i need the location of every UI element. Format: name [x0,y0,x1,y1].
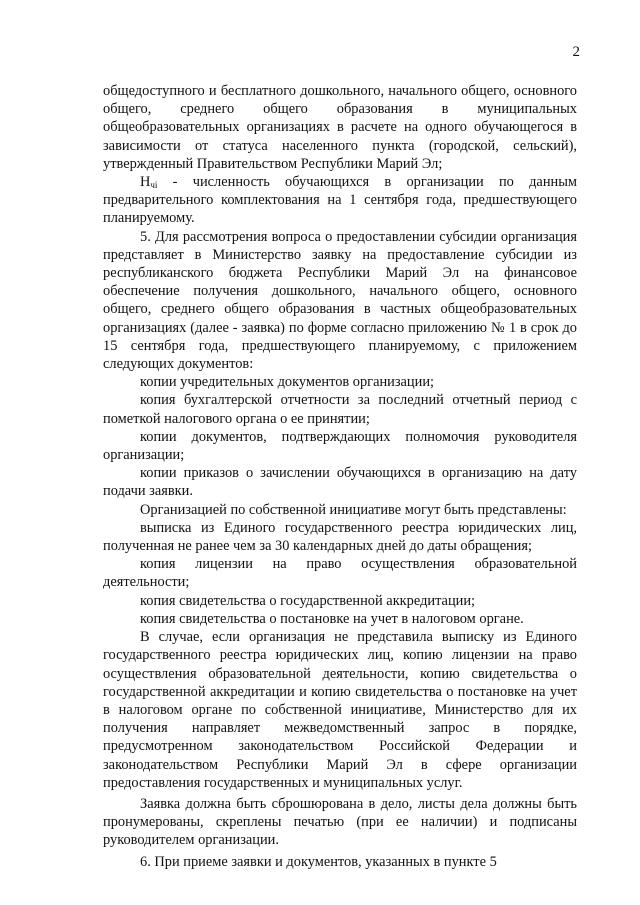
variable-description: - численность обучающихся в организации по данным предварительного комплектования на 1 сентября года, предшествующего планируемому. [103,174,577,227]
page-number: 2 [572,44,580,60]
paragraph-clause-5: 5. Для рассмотрения вопроса о предоставлении субсидии организация представляет в Министерство заявку на предоставление субсидии из республиканского бюджета Республики Марий Эл на финансовое обеспечение получения дошкольного, начального общего, основного общего, среднего общего образования в частных общеобразовательных организациях (далее - заявка) по форме согласно приложению № 1 в срок до 15 сентября года, предшествующего планируемому, с приложением следующих документов: [103,228,577,373]
paragraph: общедоступного и бесплатного дошкольного, начального общего, основного общего, среднего общего образования в муниципальных общеобразовательных организациях в расчете на одного обучающегося в зависимости от статуса населенного пункта (городской, сельский), утвержденный Правительством Республики Марий Эл; [103,83,577,172]
paragraph: Организацией по собственной инициативе могут быть представлены: [140,501,567,518]
paragraph: Заявка должна быть сброшюрована в дело, листы дела должны быть пронумерованы, скреплены печатью (при ее наличии) и подписаны руководителем организации. [103,795,577,849]
variable-symbol: Н [140,174,151,191]
document-body [103,82,577,871]
paragraph-clause-6: 6. При приеме заявки и документов, указанных в пункте 5 [140,853,497,870]
list-item: копии учредительных документов организации; [140,374,435,391]
paragraph: В случае, если организация не представила выписку из Единого государственного реестра юридических лиц, копию лицензии на право осуществления образовательной деятельности, копию свидетельства о государственной аккредитации и копию свидетельства о постановке на учет в налоговом органе по собственной инициативе, Министерство для их получения направляет межведомственный запрос в порядке, предусмотренном законодательством Российской Федерации и законодательством Республики Марий Эл в сфере организации предоставления государственных и муниципальных услуг. [103,629,577,791]
list-item: копия свидетельства о государственной аккредитации; [140,592,476,609]
list-item: копия свидетельства о постановке на учет в налоговом органе. [140,610,524,627]
variable-subscript: чi [150,180,158,191]
list-item: копии приказов о зачислении обучающихся в организацию на дату подачи заявки. [103,465,577,500]
list-item: копия бухгалтерской отчетности за последний отчетный период с пометкой налогового органа о ее принятии; [103,392,577,427]
list-item: копии документов, подтверждающих полномочия руководителя организации; [103,428,577,464]
list-item: выписка из Единого государственного реестра юридических лиц, полученная не ранее чем за 30 календарных дней до даты обращения; [103,519,577,555]
list-item: копия лицензии на право осуществления образовательной деятельности; [103,556,577,591]
paragraph-variable-definition [103,173,577,228]
